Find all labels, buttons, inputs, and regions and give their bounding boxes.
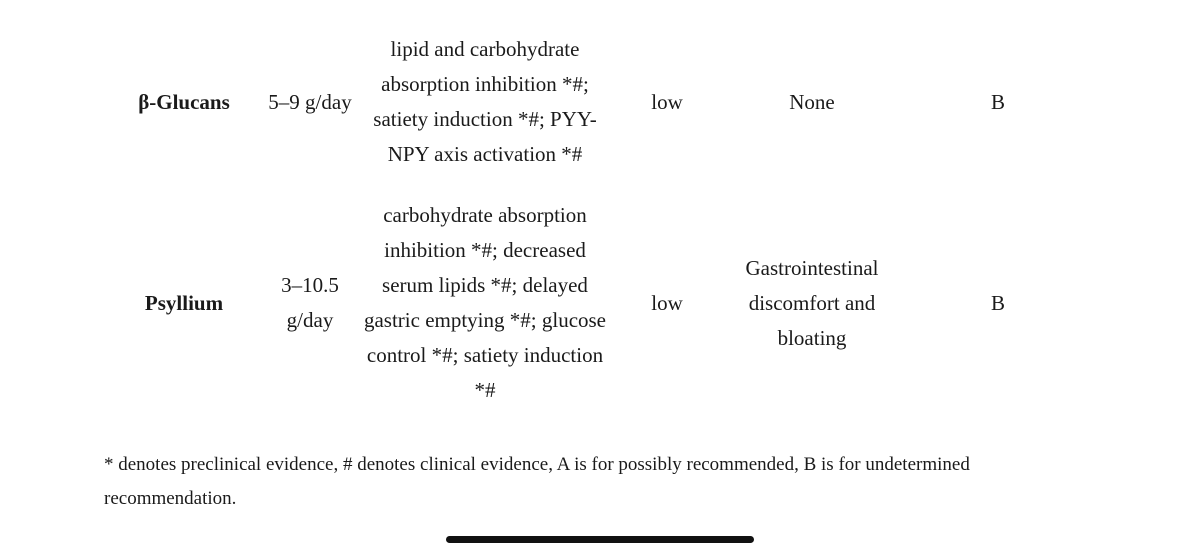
mechanism-cell: carbohydrate absorption inhibition *#; decreased serum lipids *#; delayed gastric emptying *#; glucose control *#; satiety induction *# <box>363 203 607 402</box>
table-footnote: * denotes preclinical evidence, # denotes clinical evidence, A is for possibly recommended, B is for undetermined recommendation. <box>104 454 970 509</box>
dose-cell: 3–10.5 g/day <box>281 273 339 332</box>
dose-cell: 5–9 g/day <box>268 89 352 114</box>
supplement-name: β-Glucans <box>138 89 230 114</box>
supplement-name: Psyllium <box>144 290 224 315</box>
home-indicator[interactable] <box>446 536 754 543</box>
risk-cell: low <box>651 89 683 114</box>
side-effects-cell: None <box>789 89 835 114</box>
recommendation-cell: B <box>990 89 1005 114</box>
table-row <box>0 14 1200 190</box>
table-row <box>0 198 1200 408</box>
mechanism-cell: lipid and carbohydrate absorption inhibition *#; satiety induction *#; PYY-NPY axis activation *# <box>373 37 597 166</box>
risk-cell: low <box>651 290 683 315</box>
recommendation-cell: B <box>990 290 1005 315</box>
side-effects-cell: Gastrointestinal discomfort and bloating <box>745 255 879 350</box>
